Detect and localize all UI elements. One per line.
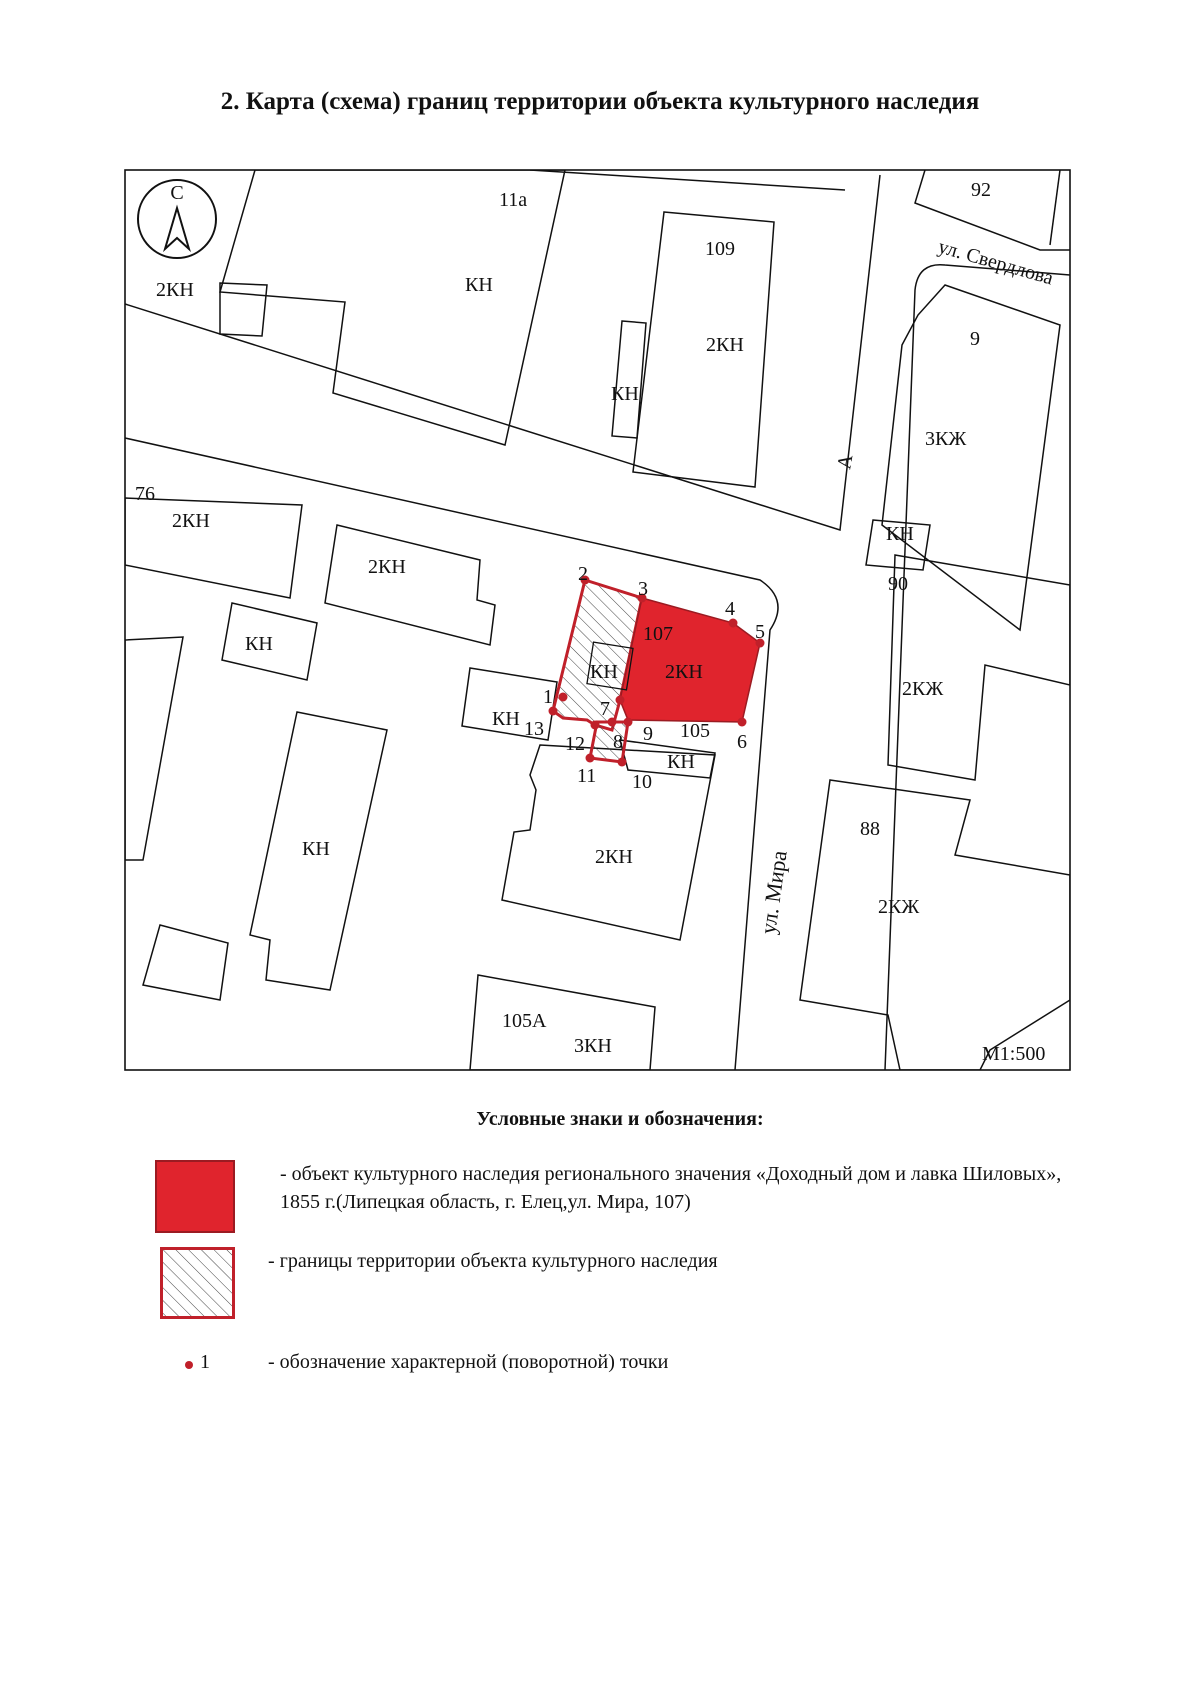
building-label: 2КН bbox=[156, 279, 194, 301]
building-number: 105 bbox=[680, 720, 710, 742]
street-label: ул. Свердлова bbox=[935, 235, 1056, 290]
building-label: 2КН bbox=[706, 334, 744, 356]
point-label: 7 bbox=[600, 698, 610, 720]
building bbox=[633, 212, 774, 487]
page-title: 2. Карта (схема) границ территории объекта культурного наследия bbox=[220, 88, 980, 115]
building-label: 2КЖ bbox=[902, 678, 944, 700]
building-label: КН bbox=[611, 383, 639, 405]
legend-heritage-text: - объект культурного наследия регионального значения «Доходный дом и лавка Шиловых», 1855 г.(Липецкая область, г. Елец,ул. Мира, 107) bbox=[280, 1163, 1062, 1213]
building bbox=[125, 637, 183, 860]
building bbox=[325, 525, 495, 645]
building-number: 109 bbox=[705, 238, 735, 260]
point-label: 5 bbox=[755, 621, 765, 643]
building-label: 2КЖ bbox=[878, 896, 920, 918]
point-label: 13 bbox=[524, 718, 544, 740]
point-label: 2 bbox=[578, 563, 588, 585]
building-label: КН bbox=[465, 274, 493, 296]
legend-heritage-swatch bbox=[155, 1160, 235, 1233]
building-number: 9 bbox=[970, 328, 980, 350]
building-number: 11а bbox=[499, 189, 528, 211]
building bbox=[125, 498, 302, 598]
road-edge bbox=[1050, 170, 1060, 245]
building-label: 2КН bbox=[595, 846, 633, 868]
building-label: КН bbox=[590, 661, 618, 683]
road-category-label: А bbox=[833, 452, 858, 471]
north-arrow-icon bbox=[138, 180, 216, 258]
road-edge bbox=[885, 265, 1070, 1070]
building-label: 2КН bbox=[172, 510, 210, 532]
street-label: ул. Мира bbox=[755, 848, 792, 936]
building-label: КН bbox=[245, 633, 273, 655]
building-number: 90 bbox=[888, 573, 908, 595]
point-label: 10 bbox=[632, 771, 652, 793]
point-marker bbox=[624, 718, 633, 727]
building-label: 3КН bbox=[574, 1035, 612, 1057]
building-label: 3КЖ bbox=[925, 428, 967, 450]
point-label: 8 bbox=[613, 731, 623, 753]
legend-point-text: - обозначение характерной (поворотной) точки bbox=[268, 1351, 669, 1373]
legend-boundary-text: - границы территории объекта культурного наследия bbox=[268, 1250, 718, 1272]
building bbox=[800, 780, 1070, 1070]
building-number: 107 bbox=[643, 623, 673, 645]
building bbox=[888, 555, 1070, 780]
building-number: 92 bbox=[971, 179, 991, 201]
building bbox=[470, 975, 655, 1070]
road-edge bbox=[915, 170, 1070, 250]
building bbox=[220, 170, 565, 445]
building-number: 76 bbox=[135, 483, 155, 505]
building-label: 2КН bbox=[368, 556, 406, 578]
point-label: 6 bbox=[737, 731, 747, 753]
point-label: 4 bbox=[725, 598, 735, 620]
north-label: С bbox=[170, 182, 184, 204]
road-edge bbox=[530, 170, 845, 190]
scale-label: М1:500 bbox=[982, 1043, 1046, 1065]
legend-point-icon bbox=[185, 1361, 193, 1369]
building-number: 105А bbox=[502, 1010, 547, 1032]
building-label: КН bbox=[667, 751, 695, 773]
point-marker bbox=[616, 696, 625, 705]
point-label: 1 bbox=[543, 686, 553, 708]
legend-boundary-swatch bbox=[160, 1247, 235, 1319]
point-label: 9 bbox=[643, 723, 653, 745]
heritage-object bbox=[620, 598, 760, 722]
building bbox=[143, 925, 228, 1000]
building-label: КН bbox=[302, 838, 330, 860]
point-label: 11 bbox=[577, 765, 597, 787]
point-marker bbox=[618, 758, 627, 767]
legend-title: Условные знаки и обозначения: bbox=[476, 1108, 764, 1130]
legend-point-number: 1 bbox=[200, 1351, 210, 1373]
building-label: КН bbox=[886, 523, 914, 545]
point-marker bbox=[559, 693, 568, 702]
point-marker bbox=[586, 754, 595, 763]
point-marker bbox=[738, 718, 747, 727]
building-label: 2КН bbox=[665, 661, 703, 683]
building-number: 88 bbox=[860, 818, 880, 840]
building-label: КН bbox=[492, 708, 520, 730]
point-label: 3 bbox=[638, 578, 648, 600]
building bbox=[612, 321, 646, 438]
building bbox=[220, 283, 267, 336]
building bbox=[502, 745, 715, 940]
point-marker bbox=[591, 721, 600, 730]
point-label: 12 bbox=[565, 733, 585, 755]
